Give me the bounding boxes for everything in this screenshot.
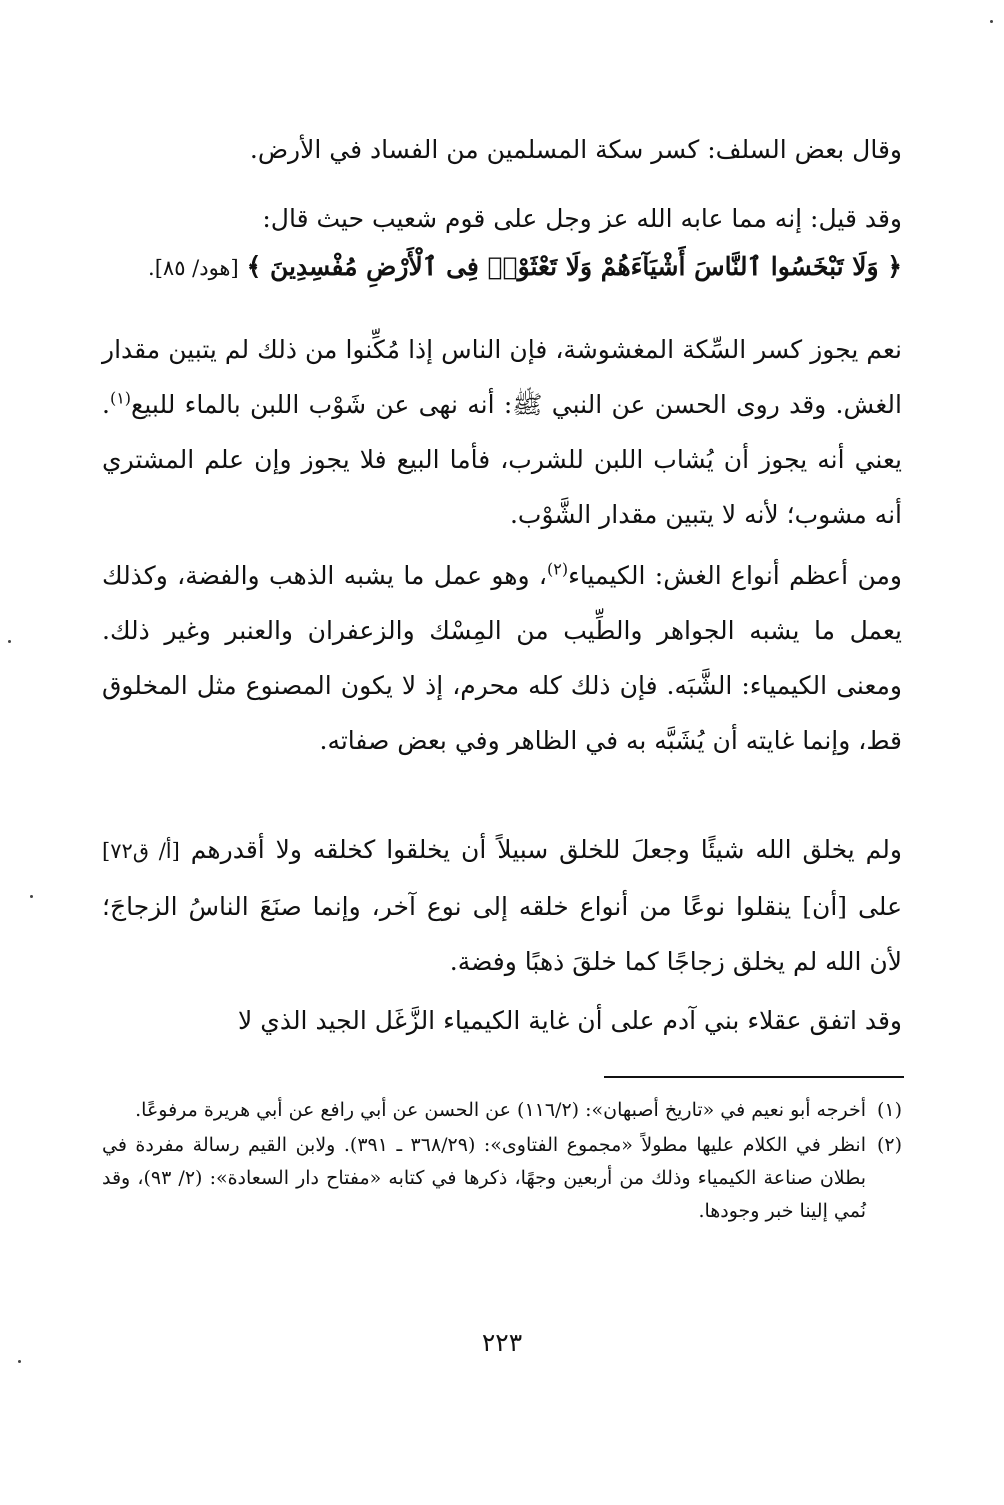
- paragraph-4-text-a: ومن أعظم أنواع الغش: الكيمياء: [568, 561, 902, 590]
- paragraph-6-text: وقد اتفق عقلاء بني آدم على أن غاية الكيمياء الزَّغَل الجيد الذي لا: [238, 1006, 902, 1035]
- paragraph-3-text-b: . يعني أنه يجوز أن يُشاب اللبن للشرب، فأما البيع فلا يجوز وإن علم المشتري أنه مشوب؛ لأنه لا يتبين مقدار الشَّوْب.: [102, 390, 902, 529]
- footnotes-section: [102, 1094, 902, 1230]
- paragraph-2-intro: وقد قيل: إنه مما عابه الله عز وجل على قوم شعيب حيث قال:: [262, 204, 902, 233]
- quran-verse: [247, 252, 902, 281]
- verse-open-bracket: ﴿: [887, 252, 902, 281]
- verse-close-bracket: ﴾: [246, 252, 262, 281]
- footnote-1: [102, 1094, 902, 1127]
- footnote-ref-2[interactable]: (٢): [547, 559, 569, 579]
- scan-speck: [8, 640, 11, 643]
- footnote-1-number: (١): [876, 1099, 902, 1121]
- page-number: ٢٢٣: [481, 1328, 523, 1357]
- quran-verse-text: وَلَا تَبْخَسُوا ٱلنَّاسَ أَشْيَآءَهُمْ وَلَا تَعْثَوْا۟ فِى ٱلْأَرْضِ مُفْسِدِينَ: [270, 252, 879, 281]
- paragraph-5-text-a: ولم يخلق الله شيئًا وجعلَ للخلق سبيلاً أن يخلقوا كخلقه ولا أقدرهم: [190, 835, 903, 864]
- paragraph-1-text: وقال بعض السلف: كسر سكة المسلمين من الفساد في الأرض.: [249, 135, 902, 164]
- paragraph-3-text-a: نعم يجوز كسر السِّكة المغشوشة، فإن الناس إذا مُكِّنوا من ذلك لم يتبين مقدار الغش. وقد روى الحسن عن النبي ﷺ: أنه نهى عن شَوْب اللبن بالماء للبيع: [102, 335, 902, 419]
- paragraph-4: [102, 548, 902, 768]
- paragraph-6: [102, 993, 902, 1048]
- paragraph-2: [102, 195, 902, 292]
- paragraph-4-text-b: ، وهو عمل ما يشبه الذهب والفضة، وكذلك يعمل ما يشبه الجواهر والطِّيب من المِسْك والزعفران والعنبر وغير ذلك. ومعنى الكيمياء: الشَّبَه. فإن ذلك كله محرم، إذ لا يكون المصنوع مثل المخلوق قط، وإنما غايته أن يُشَبَّه به في الظاهر وفي بعض صفاته.: [102, 561, 902, 755]
- footnote-2-text: انظر في الكلام عليها مطولاً «مجموع الفتاوى»: (٣٦٨/٢٩ ـ ٣٩١). ولابن القيم رسالة مفردة في بطلان صناعة الكيمياء وذلك من أربعين وجهًا، ذكرها في كتابه «مفتاح دار السعادة»: (٢/ ٩٣)، وقد نُمي إلينا خبر وجودها.: [102, 1134, 866, 1222]
- footnote-divider: [604, 1076, 904, 1078]
- paragraph-1: [102, 122, 902, 177]
- footnote-1-text: أخرجه أبو نعيم في «تاريخ أصبهان»: (١١٦/٢) عن الحسن عن أبي رافع عن أبي هريرة مرفوعًا.: [135, 1099, 866, 1121]
- scan-speck: [990, 20, 993, 23]
- scan-speck: [30, 895, 33, 898]
- paragraph-5: [102, 822, 902, 989]
- scan-speck: [18, 1360, 21, 1363]
- manuscript-marker: [أ/ ق٧٢]: [102, 839, 180, 863]
- footnote-2-number: (٢): [876, 1134, 902, 1156]
- paragraph-3: [102, 322, 902, 542]
- verse-reference: [هود/ ٨٥].: [148, 256, 239, 280]
- footnote-ref-1[interactable]: (١): [109, 388, 132, 408]
- paragraph-5-text-b: على [أن] ينقلوا نوعًا من أنواع خلقه إلى نوع آخر، وإنما صنَعَ الناسُ الزجاجَ؛ لأن الله لم يخلق زجاجًا كما خلقَ ذهبًا وفضة.: [102, 892, 902, 976]
- footnote-2: [102, 1129, 902, 1228]
